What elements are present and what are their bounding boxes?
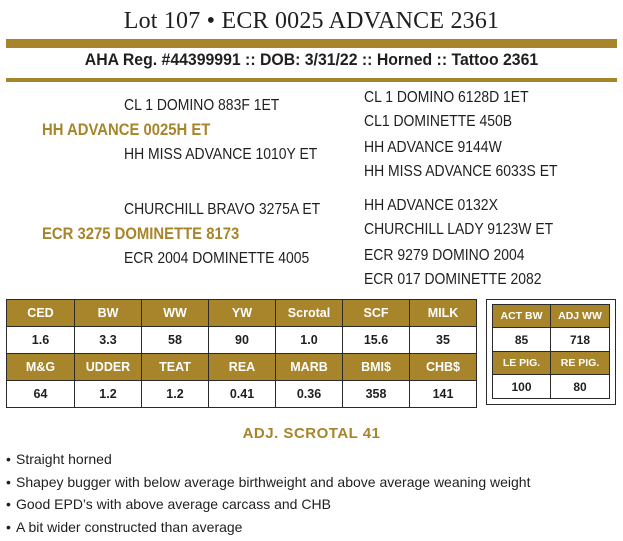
epd-value-rea: 0.41 xyxy=(209,381,276,408)
epd-label-scf: SCF xyxy=(343,300,410,327)
epd-label-rea: REA xyxy=(209,354,276,381)
adj-scrotal: ADJ. SCROTAL 41 xyxy=(242,425,381,442)
notes-list xyxy=(6,448,530,538)
actual-label-re-pig: RE PIG. xyxy=(551,352,610,375)
actual-value-bw: 85 xyxy=(493,328,551,352)
epd-value-ww: 58 xyxy=(142,327,209,354)
sire-sire-sire: CL 1 DOMINO 6128D 1ET xyxy=(364,89,529,106)
sire-sire: CL 1 DOMINO 883F 1ET xyxy=(124,97,280,114)
epd-label-chb: CHB$ xyxy=(410,354,477,381)
epd-label-teat: TEAT xyxy=(142,354,209,381)
dam-sire-sire: HH ADVANCE 0132X xyxy=(364,197,498,214)
dam-name: ECR 3275 DOMINETTE 8173 xyxy=(42,225,240,243)
sire-dam: HH MISS ADVANCE 1010Y ET xyxy=(124,146,318,163)
epd-value-milk: 35 xyxy=(410,327,477,354)
epd-value-mg: 64 xyxy=(7,381,75,408)
actual-value-re-pig: 80 xyxy=(551,375,610,399)
epd-value-chb: 141 xyxy=(410,381,477,408)
epd-value-udder: 1.2 xyxy=(75,381,142,408)
list-item xyxy=(6,516,530,539)
sire-dam-sire: HH ADVANCE 9144W xyxy=(364,139,502,156)
epd-value-row-1 xyxy=(7,327,477,354)
actual-label-le-pig: LE PIG. xyxy=(493,352,551,375)
epd-header-row-2 xyxy=(7,354,477,381)
list-item xyxy=(6,471,530,494)
epd-label-mg: M&G xyxy=(7,354,75,381)
list-item xyxy=(6,448,530,471)
epd-label-marb: MARB xyxy=(276,354,343,381)
actuals-header-row-1 xyxy=(493,305,610,328)
dam-dam: ECR 2004 DOMINETTE 4005 xyxy=(124,250,310,267)
dam-sire: CHURCHILL BRAVO 3275A ET xyxy=(124,201,321,218)
epd-value-marb: 0.36 xyxy=(276,381,343,408)
epd-label-yw: YW xyxy=(209,300,276,327)
gold-rule-bottom xyxy=(6,78,617,82)
epd-value-teat: 1.2 xyxy=(142,381,209,408)
actual-value-ww: 718 xyxy=(551,328,610,352)
note-text: Straight horned xyxy=(16,451,112,467)
epd-value-bw: 3.3 xyxy=(75,327,142,354)
sire-name: HH ADVANCE 0025H ET xyxy=(42,121,211,139)
bullet-icon: • xyxy=(6,473,11,490)
epd-label-bw: BW xyxy=(75,300,142,327)
dam-dam-dam: ECR 017 DOMINETTE 2082 xyxy=(364,271,542,288)
sire-dam-dam: HH MISS ADVANCE 6033S ET xyxy=(364,163,558,180)
epd-value-ced: 1.6 xyxy=(7,327,75,354)
actual-label-ww: ADJ WW xyxy=(551,305,610,328)
epd-label-milk: MILK xyxy=(410,300,477,327)
actual-label-bw: ACT BW xyxy=(493,305,551,328)
epd-label-ww: WW xyxy=(142,300,209,327)
bullet-icon: • xyxy=(6,451,11,467)
actual-value-le-pig: 100 xyxy=(493,375,551,399)
gold-rule-top xyxy=(6,39,617,48)
actuals-table xyxy=(492,304,610,399)
epd-value-scf: 15.6 xyxy=(343,327,410,354)
note-text: Shapey bugger with below average birthweight and above average weaning weight xyxy=(16,473,531,490)
note-text: Good EPD’s with above average carcass and CHB xyxy=(16,496,331,512)
actuals-header-row-2 xyxy=(493,352,610,375)
actuals-box xyxy=(486,299,616,405)
epd-label-udder: UDDER xyxy=(75,354,142,381)
lot-title: Lot 107 • ECR 0025 ADVANCE 2361 xyxy=(123,8,500,34)
epd-label-scrotal: Scrotal xyxy=(276,300,343,327)
actuals-value-row-2 xyxy=(493,375,610,399)
epd-value-yw: 90 xyxy=(209,327,276,354)
registration-line: AHA Reg. #44399991 :: DOB: 3/31/22 :: Horned :: Tattoo 2361 xyxy=(84,50,539,69)
epd-table xyxy=(6,299,477,408)
epd-value-scrotal: 1.0 xyxy=(276,327,343,354)
actuals-value-row-1 xyxy=(493,328,610,352)
epd-value-bmi: 358 xyxy=(343,381,410,408)
list-item xyxy=(6,493,530,516)
dam-dam-sire: ECR 9279 DOMINO 2004 xyxy=(364,247,525,264)
bullet-icon: • xyxy=(6,518,11,535)
bullet-icon: • xyxy=(6,496,11,512)
epd-label-ced: CED xyxy=(7,300,75,327)
dam-sire-dam: CHURCHILL LADY 9123W ET xyxy=(364,221,554,238)
epd-value-row-2 xyxy=(7,381,477,408)
note-text: A bit wider constructed than average xyxy=(16,518,243,535)
epd-label-bmi: BMI$ xyxy=(343,354,410,381)
sire-sire-dam: CL1 DOMINETTE 450B xyxy=(364,113,513,130)
epd-header-row-1 xyxy=(7,300,477,327)
